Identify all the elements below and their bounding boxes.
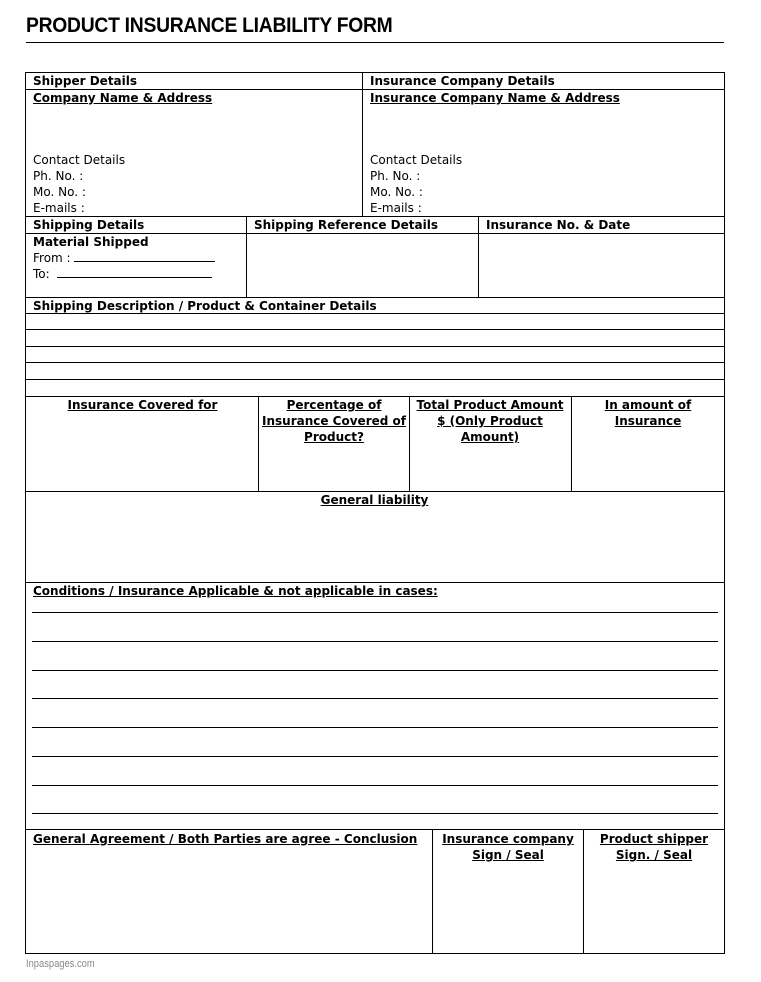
column-divider <box>246 216 247 297</box>
form-title: PRODUCT INSURANCE LIABILITY FORM <box>26 14 393 37</box>
general-agreement-heading: General Agreement / Both Parties are agree - Conclusion <box>33 832 418 846</box>
shipping-details-heading: Shipping Details <box>33 218 145 232</box>
shipping-description-heading: Shipping Description / Product & Container Details <box>33 299 377 313</box>
shipper-details-heading: Shipper Details <box>33 74 138 88</box>
insurer-email-label: E-mails : <box>370 201 422 215</box>
column-divider <box>583 829 584 953</box>
column-divider <box>409 396 410 491</box>
shipper-phone-label: Ph. No. : <box>33 169 84 183</box>
shipper-email-label: E-mails : <box>33 201 85 215</box>
to-field[interactable] <box>33 265 212 282</box>
conditions-heading: Conditions / Insurance Applicable & not applicable in cases: <box>33 584 438 598</box>
conditions-line[interactable] <box>32 756 718 757</box>
description-line[interactable] <box>25 379 724 380</box>
description-line[interactable] <box>25 329 724 330</box>
insurer-mobile-label: Mo. No. : <box>370 185 423 199</box>
general-liability-heading: General liability <box>320 493 429 507</box>
total-product-amount-heading: Total Product Amount $ (Only Product Amount) <box>416 398 564 444</box>
insurer-phone-label: Ph. No. : <box>370 169 421 183</box>
row-divider <box>25 829 724 830</box>
conditions-line[interactable] <box>32 641 718 642</box>
column-divider <box>362 72 363 217</box>
conditions-line[interactable] <box>32 785 718 786</box>
insurer-contact-label: Contact Details <box>370 153 463 167</box>
insurer-sign-heading: Insurance company Sign / Seal <box>442 832 574 862</box>
shipper-contact-label: Contact Details <box>33 153 126 167</box>
footer-source: Inpaspages.com <box>26 958 95 970</box>
from-label: From : <box>33 251 71 265</box>
shipping-reference-heading: Shipping Reference Details <box>254 218 438 232</box>
column-divider <box>478 216 479 297</box>
title-divider <box>26 42 724 43</box>
insurer-company-label: Insurance Company Name & Address <box>370 91 620 105</box>
insurance-covered-heading: Insurance Covered for <box>67 398 218 412</box>
shipper-company-label: Company Name & Address <box>33 91 213 105</box>
shipper-sign-heading: Product shipper Sign. / Seal <box>599 832 709 862</box>
insurance-amount-heading: In amount of Insurance <box>604 398 692 428</box>
material-shipped-label: Material Shipped <box>33 235 149 249</box>
column-divider <box>432 829 433 953</box>
column-divider <box>571 396 572 491</box>
from-blank[interactable] <box>74 249 215 262</box>
conditions-line[interactable] <box>32 670 718 671</box>
insurer-details-heading: Insurance Company Details <box>370 74 555 88</box>
percentage-covered-heading: Percentage of Insurance Covered of Product? <box>262 398 406 444</box>
shipper-mobile-label: Mo. No. : <box>33 185 86 199</box>
from-field[interactable] <box>33 249 215 266</box>
to-blank[interactable] <box>57 265 212 278</box>
to-label: To: <box>33 267 50 281</box>
conditions-line[interactable] <box>32 727 718 728</box>
column-divider <box>258 396 259 491</box>
description-line[interactable] <box>25 346 724 347</box>
insurance-number-heading: Insurance No. & Date <box>486 218 631 232</box>
conditions-line[interactable] <box>32 612 718 613</box>
conditions-line[interactable] <box>32 698 718 699</box>
description-line[interactable] <box>25 362 724 363</box>
conditions-line[interactable] <box>32 813 718 814</box>
